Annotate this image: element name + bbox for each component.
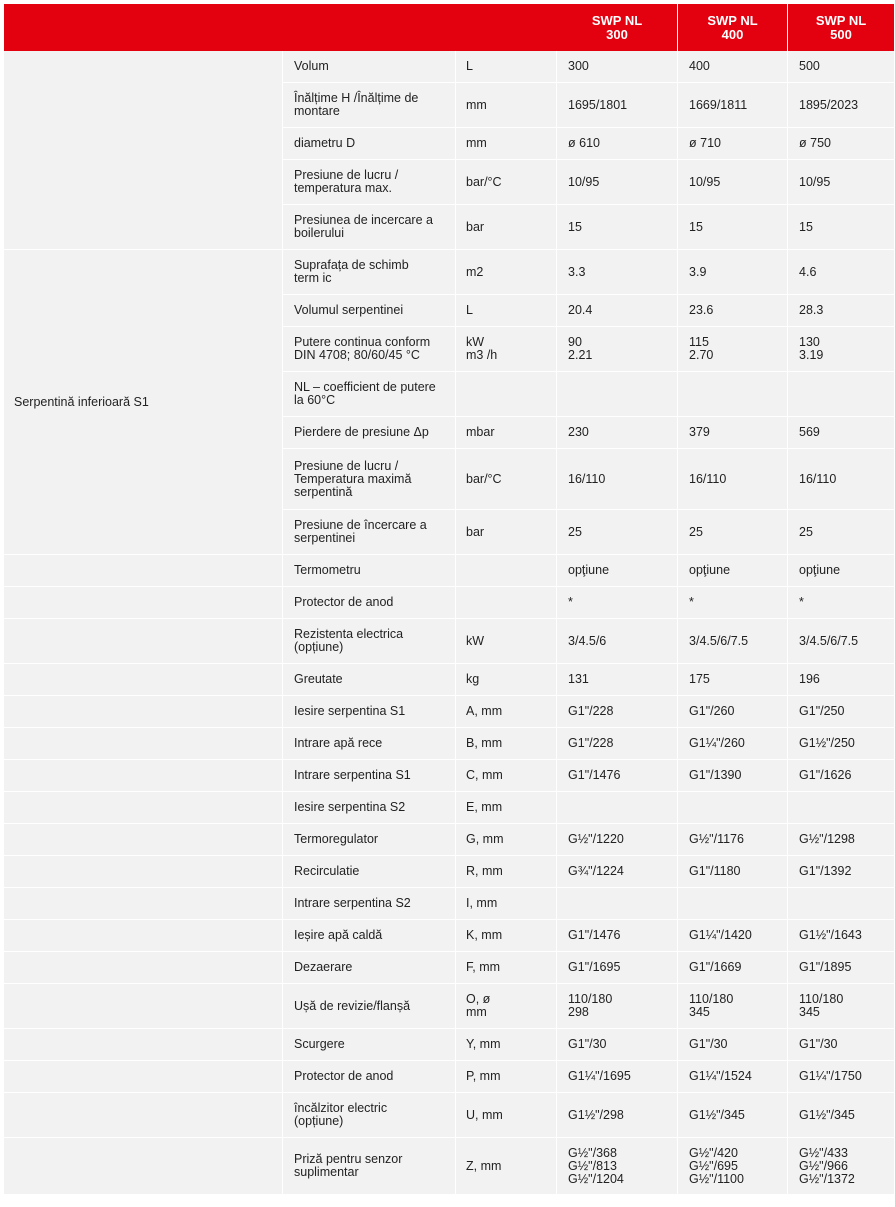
group-cell-empty — [4, 888, 283, 920]
group-cell-empty — [4, 696, 283, 728]
param-unit: bar — [456, 510, 557, 555]
value-cell: G1¼"/260 — [678, 728, 788, 760]
param-name: NL – coefficient de putere la 60°C — [283, 372, 456, 417]
value-cell: 230 — [557, 417, 678, 449]
group-label: Serpentină inferioară S1 — [4, 250, 283, 555]
header-blank — [4, 4, 557, 51]
param-unit: kW — [456, 619, 557, 664]
param-unit: C, mm — [456, 760, 557, 792]
value-cell: G1"/1895 — [788, 952, 895, 984]
value-cell: G½"/1220 — [557, 824, 678, 856]
table-row — [4, 619, 895, 664]
param-name: Iesire serpentina S2 — [283, 792, 456, 824]
value-cell: G1¼"/1524 — [678, 1061, 788, 1093]
param-unit: bar — [456, 205, 557, 250]
value-cell: 10/95 — [788, 160, 895, 205]
value-cell: 500 — [788, 51, 895, 83]
group-cell-empty — [4, 664, 283, 696]
param-unit: mbar — [456, 417, 557, 449]
value-cell: ø 710 — [678, 128, 788, 160]
param-name: Scurgere — [283, 1029, 456, 1061]
param-name: Intrare serpentina S1 — [283, 760, 456, 792]
value-cell: 400 — [678, 51, 788, 83]
param-name: Presiunea de incercare a boilerului — [283, 205, 456, 250]
param-name: Ieșire apă caldă — [283, 920, 456, 952]
group-cell-empty — [4, 1061, 283, 1093]
table-row — [4, 555, 895, 587]
value-cell: G½"/1298 — [788, 824, 895, 856]
param-name: Înălțime H /Înălțime de montare — [283, 83, 456, 128]
value-cell: 131 — [557, 664, 678, 696]
group-cell-empty — [4, 792, 283, 824]
value-cell: 3.9 — [678, 250, 788, 295]
param-name: Volum — [283, 51, 456, 83]
value-cell — [788, 888, 895, 920]
value-cell — [557, 888, 678, 920]
param-unit: R, mm — [456, 856, 557, 888]
table-row — [4, 1029, 895, 1061]
group-cell-empty — [4, 856, 283, 888]
table-row — [4, 856, 895, 888]
value-cell: 1895/2023 — [788, 83, 895, 128]
table-row — [4, 824, 895, 856]
table-row — [4, 728, 895, 760]
param-name: Greutate — [283, 664, 456, 696]
value-cell: 110/180 298 — [557, 984, 678, 1029]
param-unit: U, mm — [456, 1093, 557, 1138]
value-cell: ø 610 — [557, 128, 678, 160]
value-cell — [788, 372, 895, 417]
value-cell: G1"/228 — [557, 696, 678, 728]
value-cell — [678, 888, 788, 920]
value-cell: 569 — [788, 417, 895, 449]
value-cell: G1"/30 — [557, 1029, 678, 1061]
param-unit: bar/°C — [456, 160, 557, 205]
header-model: SWP NL 500 — [788, 4, 895, 51]
value-cell: G1¼"/1695 — [557, 1061, 678, 1093]
value-cell: ø 750 — [788, 128, 895, 160]
param-unit: B, mm — [456, 728, 557, 760]
value-cell: G1"/1180 — [678, 856, 788, 888]
param-name: Protector de anod — [283, 587, 456, 619]
group-cell-empty — [4, 51, 283, 250]
param-unit: kg — [456, 664, 557, 696]
param-unit — [456, 372, 557, 417]
value-cell: 16/110 — [788, 449, 895, 510]
table-row — [4, 664, 895, 696]
value-cell: 90 2.21 — [557, 327, 678, 372]
param-name: Presiune de lucru / temperatura max. — [283, 160, 456, 205]
value-cell: G1¼"/1750 — [788, 1061, 895, 1093]
value-cell: 20.4 — [557, 295, 678, 327]
table-row — [4, 1138, 895, 1195]
group-cell-empty — [4, 952, 283, 984]
value-cell: 3/4.5/6/7.5 — [788, 619, 895, 664]
param-unit — [456, 587, 557, 619]
param-name: Dezaerare — [283, 952, 456, 984]
group-cell-empty — [4, 555, 283, 587]
param-name: Ușă de revizie/flanșă — [283, 984, 456, 1029]
param-unit: F, mm — [456, 952, 557, 984]
param-unit: A, mm — [456, 696, 557, 728]
value-cell: 1695/1801 — [557, 83, 678, 128]
group-cell-empty — [4, 824, 283, 856]
value-cell: 3/4.5/6 — [557, 619, 678, 664]
param-name: Protector de anod — [283, 1061, 456, 1093]
value-cell: G1"/1392 — [788, 856, 895, 888]
value-cell: 130 3.19 — [788, 327, 895, 372]
value-cell: G1"/30 — [788, 1029, 895, 1061]
group-cell-empty — [4, 1093, 283, 1138]
table-row — [4, 250, 895, 295]
table-row — [4, 587, 895, 619]
param-name: Rezistenta electrica (opțiune) — [283, 619, 456, 664]
param-unit: mm — [456, 128, 557, 160]
value-cell: G1½"/345 — [788, 1093, 895, 1138]
value-cell: G1"/30 — [678, 1029, 788, 1061]
value-cell: * — [788, 587, 895, 619]
table-row — [4, 696, 895, 728]
value-cell: 25 — [788, 510, 895, 555]
value-cell: G1"/1476 — [557, 920, 678, 952]
table-row — [4, 888, 895, 920]
value-cell: 175 — [678, 664, 788, 696]
param-unit — [456, 555, 557, 587]
value-cell: 379 — [678, 417, 788, 449]
param-unit: K, mm — [456, 920, 557, 952]
param-unit: bar/°C — [456, 449, 557, 510]
table-row — [4, 760, 895, 792]
param-name: Intrare apă rece — [283, 728, 456, 760]
value-cell: 4.6 — [788, 250, 895, 295]
value-cell: G1½"/1643 — [788, 920, 895, 952]
param-unit: mm — [456, 83, 557, 128]
value-cell: G1½"/250 — [788, 728, 895, 760]
group-cell-empty — [4, 728, 283, 760]
group-cell-empty — [4, 619, 283, 664]
param-unit: Y, mm — [456, 1029, 557, 1061]
table-row — [4, 51, 895, 83]
value-cell: 110/180 345 — [678, 984, 788, 1029]
value-cell: * — [557, 587, 678, 619]
value-cell: 3.3 — [557, 250, 678, 295]
value-cell: G½"/433 G½"/966 G½"/1372 — [788, 1138, 895, 1195]
param-name: Putere continua conform DIN 4708; 80/60/45 °C — [283, 327, 456, 372]
value-cell: 16/110 — [678, 449, 788, 510]
value-cell: G1"/1476 — [557, 760, 678, 792]
param-unit: G, mm — [456, 824, 557, 856]
value-cell — [557, 792, 678, 824]
table-row — [4, 1093, 895, 1138]
value-cell: 1669/1811 — [678, 83, 788, 128]
param-unit: E, mm — [456, 792, 557, 824]
group-cell-empty — [4, 920, 283, 952]
param-name: Pierdere de presiune Δp — [283, 417, 456, 449]
value-cell: 10/95 — [678, 160, 788, 205]
param-name: încălzitor electric (opțiune) — [283, 1093, 456, 1138]
param-name: Volumul serpentinei — [283, 295, 456, 327]
value-cell: 3/4.5/6/7.5 — [678, 619, 788, 664]
param-name: Iesire serpentina S1 — [283, 696, 456, 728]
param-name: Intrare serpentina S2 — [283, 888, 456, 920]
value-cell: G1"/250 — [788, 696, 895, 728]
value-cell: 115 2.70 — [678, 327, 788, 372]
value-cell: 15 — [788, 205, 895, 250]
value-cell: 28.3 — [788, 295, 895, 327]
param-unit: kW m3 /h — [456, 327, 557, 372]
value-cell: G1½"/298 — [557, 1093, 678, 1138]
value-cell: G½"/1176 — [678, 824, 788, 856]
value-cell: 25 — [557, 510, 678, 555]
value-cell — [788, 792, 895, 824]
param-unit: P, mm — [456, 1061, 557, 1093]
value-cell: G1"/228 — [557, 728, 678, 760]
group-cell-empty — [4, 1029, 283, 1061]
value-cell: 25 — [678, 510, 788, 555]
param-name: Priză pentru senzor suplimentar — [283, 1138, 456, 1195]
value-cell: opţiune — [788, 555, 895, 587]
param-name: Termoregulator — [283, 824, 456, 856]
value-cell: G½"/368 G½"/813 G½"/1204 — [557, 1138, 678, 1195]
value-cell — [678, 792, 788, 824]
group-cell-empty — [4, 984, 283, 1029]
param-unit: m2 — [456, 250, 557, 295]
group-cell-empty — [4, 1138, 283, 1195]
param-name: diametru D — [283, 128, 456, 160]
value-cell: G1"/1390 — [678, 760, 788, 792]
table-row — [4, 952, 895, 984]
group-cell-empty — [4, 587, 283, 619]
value-cell — [557, 372, 678, 417]
value-cell: G1"/1695 — [557, 952, 678, 984]
value-cell: G1"/1669 — [678, 952, 788, 984]
value-cell: 16/110 — [557, 449, 678, 510]
value-cell — [678, 372, 788, 417]
header-model: SWP NL 400 — [678, 4, 788, 51]
param-unit: I, mm — [456, 888, 557, 920]
value-cell: 10/95 — [557, 160, 678, 205]
spec-table-body — [4, 51, 895, 1195]
value-cell: 110/180 345 — [788, 984, 895, 1029]
value-cell: G1½"/345 — [678, 1093, 788, 1138]
group-cell-empty — [4, 760, 283, 792]
param-name: Suprafața de schimb term ic — [283, 250, 456, 295]
value-cell: opţiune — [557, 555, 678, 587]
header-row — [4, 4, 895, 51]
value-cell: G¾"/1224 — [557, 856, 678, 888]
param-name: Termometru — [283, 555, 456, 587]
value-cell: G1¼"/1420 — [678, 920, 788, 952]
param-unit: Z, mm — [456, 1138, 557, 1195]
param-unit: L — [456, 51, 557, 83]
spec-table — [4, 4, 895, 1195]
value-cell: 23.6 — [678, 295, 788, 327]
value-cell: G1"/1626 — [788, 760, 895, 792]
value-cell: G½"/420 G½"/695 G½"/1100 — [678, 1138, 788, 1195]
table-row — [4, 792, 895, 824]
value-cell: * — [678, 587, 788, 619]
param-unit: O, ø mm — [456, 984, 557, 1029]
param-name: Presiune de lucru / Temperatura maximă serpentină — [283, 449, 456, 510]
table-row — [4, 920, 895, 952]
value-cell: 15 — [557, 205, 678, 250]
table-row — [4, 1061, 895, 1093]
value-cell: 15 — [678, 205, 788, 250]
table-row — [4, 984, 895, 1029]
value-cell: 196 — [788, 664, 895, 696]
value-cell: opţiune — [678, 555, 788, 587]
value-cell: 300 — [557, 51, 678, 83]
param-name: Recirculatie — [283, 856, 456, 888]
param-unit: L — [456, 295, 557, 327]
param-name: Presiune de încercare a serpentinei — [283, 510, 456, 555]
header-model: SWP NL 300 — [557, 4, 678, 51]
value-cell: G1"/260 — [678, 696, 788, 728]
